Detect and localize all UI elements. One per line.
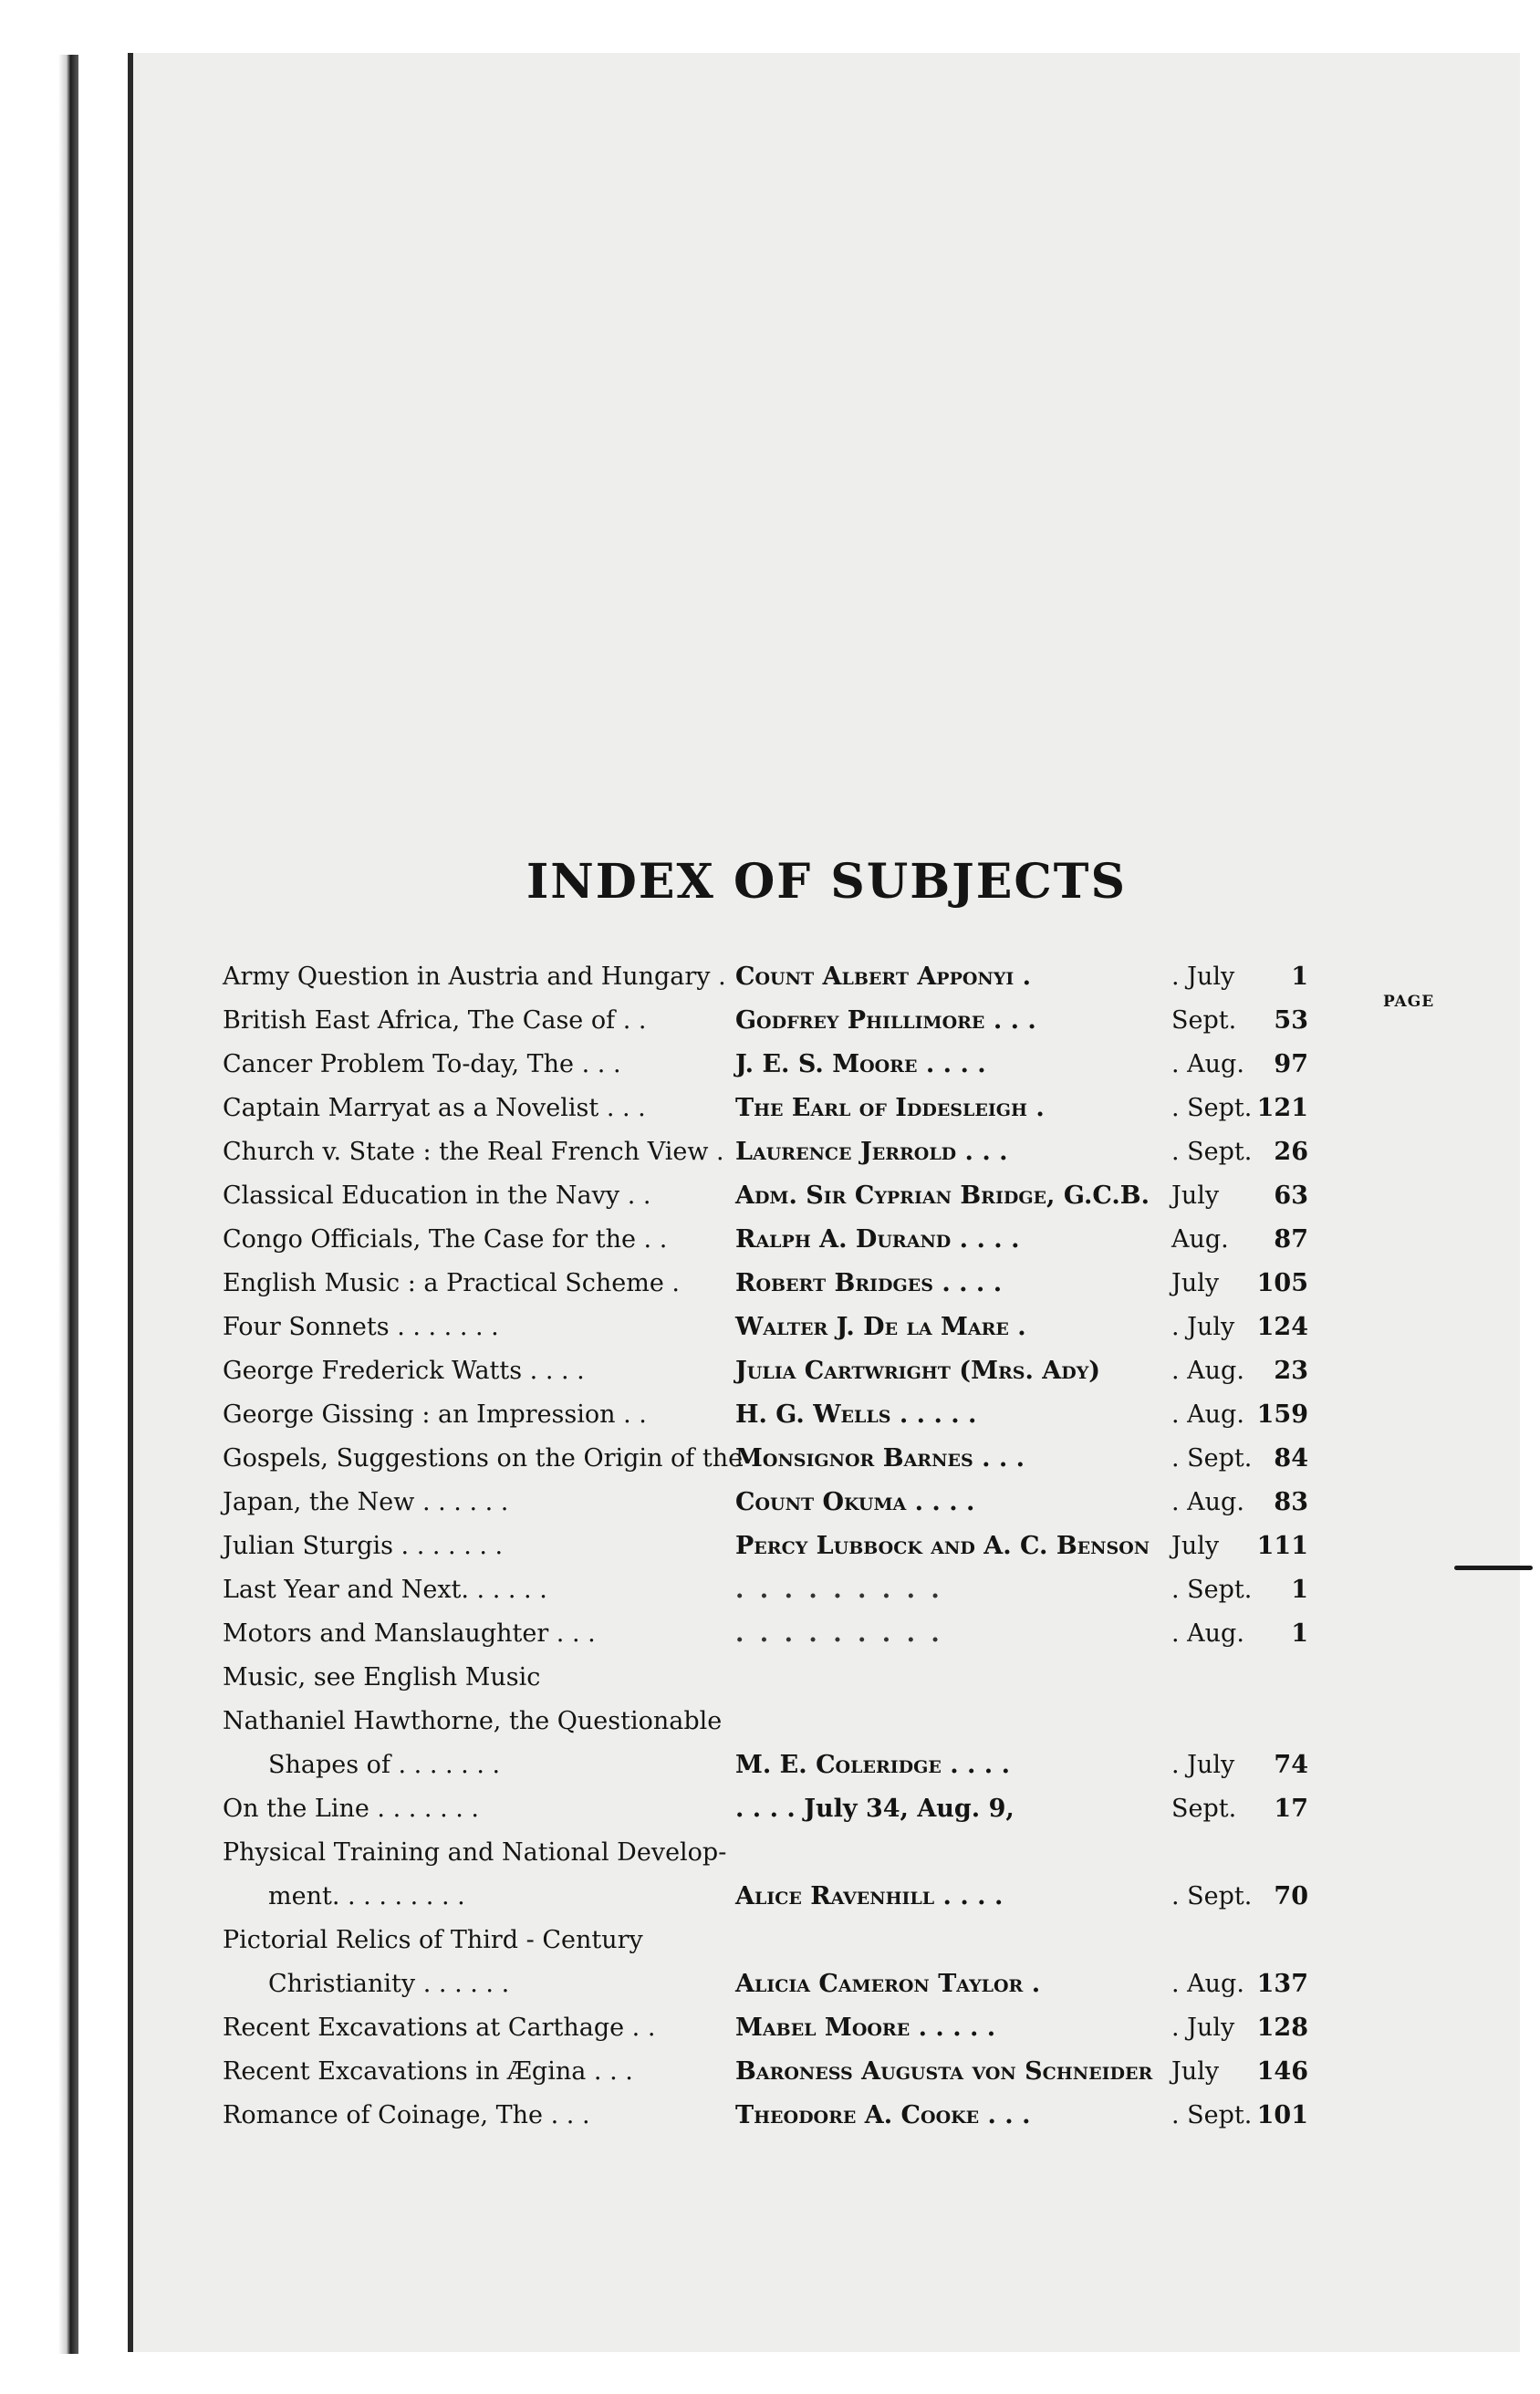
index-author: The Earl of Iddesleigh .	[735, 1094, 1045, 1122]
index-row	[223, 1345, 1308, 1389]
index-page: 1	[1291, 1619, 1308, 1648]
index-subject: Congo Officials, The Case for the . .	[223, 1225, 668, 1254]
index-row	[223, 1476, 1308, 1520]
index-author: Alicia Cameron Taylor .	[735, 1970, 1041, 1998]
index-subject: Church v. State : the Real French View .	[223, 1138, 724, 1166]
index-row	[223, 1301, 1308, 1345]
index-month: . July	[1171, 963, 1235, 991]
index-page: 23	[1274, 1357, 1308, 1385]
index-month: Aug.	[1171, 1225, 1229, 1254]
index-author: Ralph A. Durand . . . .	[735, 1225, 1020, 1254]
index-month: . Sept.	[1171, 1444, 1253, 1473]
index-month: . Sept.	[1171, 1882, 1253, 1910]
index-row	[223, 1257, 1308, 1301]
index-subject-continuation: ment. . . . . . . . .	[268, 1882, 465, 1910]
index-author: Mabel Moore . . . . .	[735, 2014, 996, 2042]
index-subject: George Gissing : an Impression . .	[223, 1400, 647, 1429]
index-subject: British East Africa, The Case of . .	[223, 1006, 647, 1035]
index-author: Laurence Jerrold . . .	[735, 1138, 1008, 1166]
index-month: . July	[1171, 2014, 1235, 2042]
index-row	[223, 1389, 1308, 1432]
index-author: Walter J. De la Mare .	[735, 1313, 1026, 1341]
index-page: 124	[1256, 1313, 1308, 1341]
index-page: 70	[1274, 1882, 1308, 1910]
index-month: . Sept.	[1171, 1576, 1253, 1604]
index-row	[223, 1213, 1308, 1257]
index-month: July	[1171, 1269, 1220, 1297]
index-row	[223, 1038, 1308, 1082]
index-month: . July	[1171, 1751, 1235, 1779]
index-page: 111	[1256, 1532, 1308, 1560]
index-subject: Japan, the New . . . . . .	[223, 1488, 509, 1516]
index-page: 53	[1274, 1006, 1308, 1035]
index-row	[223, 1126, 1308, 1170]
index-row	[223, 1914, 1308, 2002]
index-row	[223, 951, 1308, 994]
index-page: 97	[1274, 1050, 1308, 1078]
index-page: 1	[1291, 1576, 1308, 1604]
index-author: Baroness Augusta von Schneider	[735, 2057, 1153, 2086]
index-subject: Romance of Coinage, The . . .	[223, 2101, 590, 2129]
index-author: . . . . . . . . .	[735, 1576, 943, 1604]
index-page: 105	[1256, 1269, 1308, 1297]
index-month: . Aug.	[1171, 1357, 1244, 1385]
index-author: Count Albert Apponyi .	[735, 963, 1032, 991]
index-row	[223, 1651, 1308, 1695]
book-spine	[58, 55, 78, 2354]
index-row	[223, 1608, 1308, 1651]
index-month: . Aug.	[1171, 1050, 1244, 1078]
index-row	[223, 2002, 1308, 2045]
index-author: Adm. Sir Cyprian Bridge, G.C.B.	[735, 1181, 1150, 1210]
index-subject: On the Line . . . . . . .	[223, 1795, 479, 1823]
index-author: Count Okuma . . . .	[735, 1488, 975, 1516]
index-author: J. E. S. Moore . . . .	[735, 1050, 986, 1078]
index-author: M. E. Coleridge . . . .	[735, 1751, 1011, 1779]
index-row	[223, 2045, 1308, 2089]
index-subject: Music, see English Music	[223, 1663, 541, 1691]
index-month: July	[1171, 1532, 1220, 1560]
index-row	[223, 1783, 1308, 1827]
index-subject: Classical Education in the Navy . .	[223, 1181, 651, 1210]
index-author: Monsignor Barnes . . .	[735, 1444, 1025, 1473]
index-subject: Army Question in Austria and Hungary .	[223, 963, 726, 991]
index-author: Theodore A. Cooke . . .	[735, 2101, 1031, 2129]
index-month: . Aug.	[1171, 1400, 1244, 1429]
index-subject: Recent Excavations at Carthage . .	[223, 2014, 656, 2042]
index-subject-continuation: Shapes of . . . . . . .	[268, 1751, 501, 1779]
index-subject: Julian Sturgis . . . . . . .	[223, 1532, 504, 1560]
index-page: 26	[1274, 1138, 1308, 1166]
index-subject: Gospels, Suggestions on the Origin of the	[223, 1444, 744, 1473]
index-page: 121	[1256, 1094, 1308, 1122]
index-author: Alice Ravenhill . . . .	[735, 1882, 1004, 1910]
index-subject: Four Sonnets . . . . . . .	[223, 1313, 499, 1341]
index-row	[223, 1432, 1308, 1476]
index-subject: Cancer Problem To-day, The . . .	[223, 1050, 621, 1078]
index-table	[223, 951, 1308, 2133]
index-subject-continuation: Christianity . . . . . .	[268, 1970, 510, 1998]
index-row	[223, 994, 1308, 1038]
index-row	[223, 2089, 1308, 2133]
index-row	[223, 1695, 1308, 1783]
page-column-header: PAGE	[1383, 993, 1435, 1011]
index-page: 146	[1256, 2057, 1308, 2086]
index-subject: Last Year and Next. . . . . .	[223, 1576, 547, 1604]
index-row	[223, 1827, 1308, 1914]
index-page: 87	[1274, 1225, 1308, 1254]
index-page: 17	[1274, 1795, 1308, 1823]
index-author: Godfrey Phillimore . . .	[735, 1006, 1036, 1035]
index-month: Sept.	[1171, 1006, 1237, 1035]
index-row	[223, 1520, 1308, 1564]
index-month: July	[1171, 2057, 1220, 2086]
index-subject: Pictorial Relics of Third - Century	[223, 1926, 643, 1954]
index-page: 84	[1274, 1444, 1308, 1473]
page-title: INDEX OF SUBJECTS	[525, 854, 1128, 910]
index-page: 1	[1291, 963, 1308, 991]
index-page: 83	[1274, 1488, 1308, 1516]
index-page: 137	[1256, 1970, 1308, 1998]
index-subject: George Frederick Watts . . . .	[223, 1357, 585, 1385]
index-month: . July	[1171, 1313, 1235, 1341]
index-subject: Recent Excavations in Ægina . . .	[223, 2057, 633, 2086]
index-row	[223, 1082, 1308, 1126]
index-month: . Aug.	[1171, 1619, 1244, 1648]
index-author: . . . . July 34, Aug. 9,	[735, 1795, 1015, 1823]
index-row	[223, 1170, 1308, 1213]
index-subject: Nathaniel Hawthorne, the Questionable	[223, 1707, 723, 1735]
index-month: . Aug.	[1171, 1970, 1244, 1998]
index-page: 159	[1256, 1400, 1308, 1429]
index-page: 74	[1274, 1751, 1308, 1779]
index-month: . Sept.	[1171, 1094, 1253, 1122]
index-subject: English Music : a Practical Scheme .	[223, 1269, 681, 1297]
index-author: Robert Bridges . . . .	[735, 1269, 1003, 1297]
index-subject: Physical Training and National Develop-	[223, 1838, 727, 1867]
index-page: 128	[1256, 2014, 1308, 2042]
index-month: . Aug.	[1171, 1488, 1244, 1516]
index-subject: Motors and Manslaughter . . .	[223, 1619, 596, 1648]
ink-mark	[1454, 1566, 1533, 1570]
index-month: . Sept.	[1171, 1138, 1253, 1166]
index-subject: Captain Marryat as a Novelist . . .	[223, 1094, 646, 1122]
index-month: Sept.	[1171, 1795, 1237, 1823]
index-author: . . . . . . . . .	[735, 1619, 943, 1648]
index-author: H. G. Wells . . . . .	[735, 1400, 977, 1429]
index-author: Julia Cartwright (Mrs. Ady)	[735, 1357, 1101, 1385]
index-author: Percy Lubbock and A. C. Benson	[735, 1532, 1150, 1560]
index-month: July	[1171, 1181, 1220, 1210]
index-month: . Sept.	[1171, 2101, 1253, 2129]
index-page: 63	[1274, 1181, 1308, 1210]
index-page: 101	[1256, 2101, 1308, 2129]
index-row	[223, 1564, 1308, 1608]
